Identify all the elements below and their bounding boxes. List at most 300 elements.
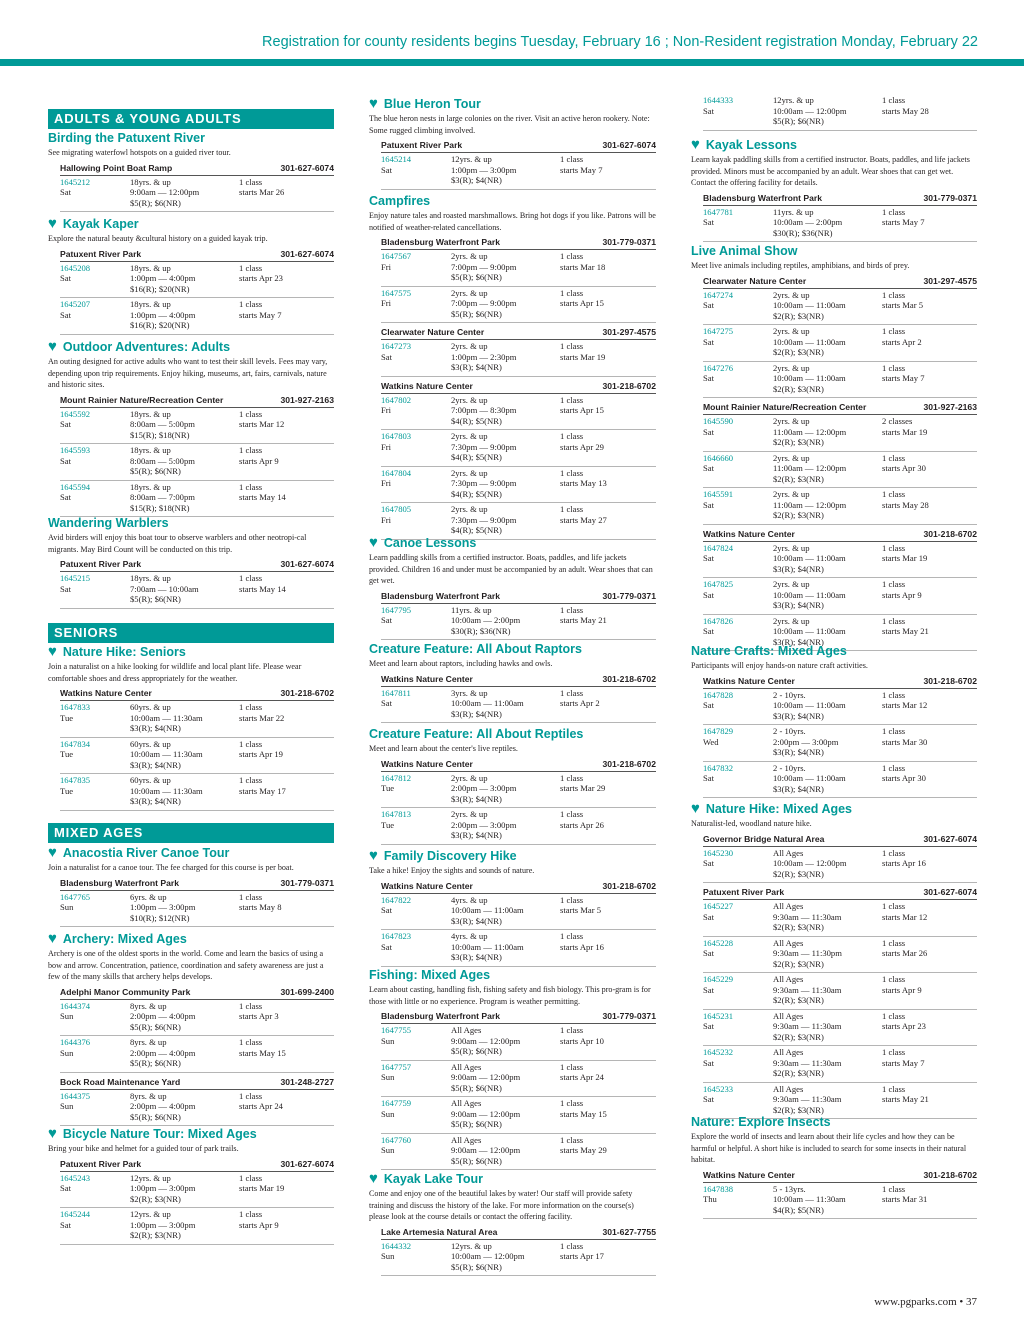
session-row (60, 262, 334, 299)
session-details (451, 504, 560, 536)
location-header (60, 559, 334, 572)
program-description: Meet and learn about raptors, including hawks and owls. (369, 659, 553, 668)
course-code[interactable]: 1645593 (60, 445, 91, 455)
program-title[interactable] (48, 131, 334, 146)
session-start: starts Mar 12 (239, 419, 285, 429)
program-block (48, 1126, 334, 1245)
session-details (773, 901, 882, 933)
course-code[interactable]: 1647755 (381, 1025, 412, 1035)
session-classes: 1 class (560, 894, 584, 905)
course-code[interactable]: 1645228 (703, 937, 734, 948)
session-schedule (560, 1241, 656, 1273)
session-row (703, 488, 977, 525)
session-fee: $5(R); $6(NR) (451, 308, 502, 319)
session-row (703, 289, 977, 326)
course-code[interactable]: 1647575 (381, 287, 412, 298)
location-name: Bladensburg Waterfront Park (703, 192, 823, 203)
course-code[interactable]: 1644333 (703, 95, 734, 105)
program-title[interactable] (48, 1126, 334, 1142)
program-title[interactable] (48, 931, 334, 947)
course-code[interactable]: 1645212 (60, 176, 91, 187)
program-title[interactable] (369, 535, 656, 551)
session-classes: 2 classes (882, 416, 913, 426)
session-schedule (560, 251, 656, 283)
session-age: 2yrs. & up (773, 489, 810, 499)
program-block (369, 535, 656, 640)
session-start: starts May 13 (560, 478, 607, 488)
session-fee: $2(R); $3(NR) (773, 995, 824, 1005)
session-schedule (882, 363, 977, 395)
program-title[interactable] (369, 848, 656, 864)
session-day: Sat (703, 499, 714, 510)
session-start: starts Apr 2 (560, 698, 600, 708)
program-block (48, 845, 334, 927)
session-details (130, 775, 239, 807)
program-title-text: Nature Crafts: Mixed Ages (691, 644, 847, 658)
session-time: 9:00am — 12:00pm (451, 1072, 521, 1082)
header-rule (0, 59, 1024, 66)
session-row (381, 153, 656, 190)
session-row (60, 738, 334, 775)
course-code[interactable]: 1645591 (703, 489, 734, 499)
course-code[interactable]: 1647802 (381, 394, 412, 405)
session-schedule (560, 1025, 656, 1057)
session-details (130, 482, 239, 514)
course-code[interactable]: 1645215 (60, 573, 91, 583)
course-code[interactable]: 1647805 (381, 504, 412, 514)
session-fee: $3(R); $4(NR) (451, 793, 502, 804)
program-title[interactable] (369, 96, 656, 112)
program-title[interactable] (48, 516, 334, 531)
session-fee: $2(R); $3(NR) (773, 437, 824, 447)
session-fee: $3(R); $4(NR) (451, 952, 502, 962)
program-description: Enjoy nature tales and roasted marshmallows. Bring hot dogs if you like. Patrons will be notified of weather-related cancellations. (369, 211, 656, 232)
session-schedule (560, 288, 656, 320)
session-details (773, 579, 882, 611)
session-row (703, 937, 977, 974)
session-code-day (703, 453, 773, 485)
location-header (703, 676, 977, 689)
course-code[interactable]: 1647811 (381, 687, 411, 698)
session-day: Fri (381, 261, 392, 272)
session-row (381, 1024, 656, 1061)
course-code[interactable]: 1647759 (381, 1098, 412, 1108)
session-day: Sun (60, 1101, 74, 1111)
program-title-text: Family Discovery Hike (383, 849, 517, 863)
course-code[interactable]: 1647273 (381, 341, 412, 351)
course-code[interactable]: 1647760 (381, 1134, 412, 1145)
course-code[interactable]: 1645207 (60, 299, 91, 309)
session-details (773, 1084, 882, 1116)
course-code[interactable]: 1644374 (60, 1000, 91, 1011)
session-fee: $2(R); $3(NR) (773, 347, 824, 357)
session-row (60, 891, 334, 928)
session-details (773, 938, 882, 970)
session-fee: $10(R); $12(NR) (130, 912, 190, 923)
session-classes: 1 class (882, 689, 906, 700)
program-title[interactable] (691, 244, 977, 259)
program-title[interactable] (369, 1171, 656, 1187)
course-code[interactable]: 1647826 (703, 615, 734, 626)
location-phone: 301-927-2163 (923, 402, 977, 412)
session-code-day (381, 605, 451, 637)
session-start: starts May 7 (239, 309, 282, 320)
session-age: 2yrs. & up (773, 362, 810, 373)
registration-notice: Registration for county residents begins Tuesday, February 16 ; Non-Resident registration Monday, February 22 (262, 34, 978, 50)
session-day: Sat (381, 615, 392, 625)
session-classes: 1 class (882, 95, 906, 105)
course-code[interactable]: 1647829 (703, 726, 734, 736)
session-row (703, 362, 977, 399)
location-phone: 301-218-6702 (602, 380, 656, 391)
session-start: starts May 14 (239, 583, 286, 594)
session-fee: $3(R); $4(NR) (773, 563, 824, 574)
location-header (703, 402, 977, 415)
program-description: Naturalist-led, woodland nature hike. (691, 819, 812, 828)
program-title-text: Live Animal Show (691, 244, 798, 258)
location-header (381, 1011, 656, 1024)
course-code[interactable]: 1647274 (703, 289, 734, 300)
location-phone: 301-218-6702 (602, 673, 656, 684)
location-header (60, 163, 334, 176)
location-phone: 301-627-6074 (280, 162, 334, 173)
location-name: Watkins Nature Center (381, 673, 473, 684)
course-code[interactable]: 1647838 (703, 1183, 734, 1194)
program-title-text: Nature Hike: Mixed Ages (705, 802, 853, 816)
session-day: Sat (60, 492, 71, 502)
course-code[interactable]: 1647804 (381, 467, 412, 478)
session-classes: 1 class (239, 408, 263, 419)
course-code[interactable]: 1645231 (703, 1010, 734, 1021)
session-start: starts Apr 15 (560, 298, 604, 308)
session-age: All Ages (773, 901, 804, 911)
session-row (60, 1000, 334, 1037)
course-code[interactable]: 1647765 (60, 891, 91, 902)
course-code[interactable]: 1647812 (381, 772, 412, 783)
session-details (773, 690, 882, 722)
session-code-day (703, 726, 773, 758)
session-start: starts Apr 16 (882, 858, 926, 868)
program-title[interactable] (369, 194, 656, 209)
footer-page-number: • 37 (959, 1296, 977, 1308)
session-details (773, 616, 882, 648)
course-code[interactable]: 1645594 (60, 481, 91, 492)
session-time: 10:00am — 12:00pm (451, 1251, 525, 1261)
session-code-day (60, 482, 130, 514)
session-start: starts Mar 19 (239, 1183, 285, 1193)
program-title[interactable] (369, 642, 656, 657)
session-details (773, 543, 882, 575)
session-fee: $5(R); $6(NR) (130, 466, 181, 476)
session-classes: 1 class (882, 206, 906, 217)
session-classes: 1 class (560, 687, 584, 698)
session-day: Sat (703, 463, 714, 473)
course-code[interactable]: 1645233 (703, 1083, 734, 1094)
course-code[interactable]: 1645243 (60, 1172, 91, 1183)
session-age: All Ages (773, 937, 804, 948)
program-title[interactable] (48, 644, 334, 660)
session-day: Sat (381, 941, 392, 952)
session-code-day (60, 299, 130, 331)
session-fee: $3(R); $4(NR) (451, 708, 502, 719)
session-code-day (60, 1173, 130, 1205)
session-details (773, 1047, 882, 1079)
session-details (773, 763, 882, 795)
course-code[interactable]: 1644375 (60, 1090, 91, 1101)
session-code-day (381, 931, 451, 963)
session-code-day (381, 395, 451, 427)
session-details (773, 1184, 882, 1216)
session-day: Sun (381, 1072, 395, 1082)
session-time: 11:00am — 12:00pm (773, 426, 847, 437)
session-details (130, 409, 239, 441)
location-phone: 301-627-7755 (602, 1226, 656, 1237)
session-schedule (239, 702, 334, 734)
session-code-day (381, 251, 451, 283)
session-code-day (381, 773, 451, 805)
session-start: starts Mar 5 (882, 300, 924, 310)
session-schedule (882, 95, 977, 127)
session-classes: 1 class (882, 1010, 906, 1021)
heart-icon: ♥ (369, 534, 378, 551)
session-schedule (239, 573, 334, 605)
session-day: Sat (703, 948, 714, 958)
session-day: Sun (60, 1011, 74, 1021)
program-title-text: Birding the Patuxent River (48, 131, 205, 145)
course-code[interactable]: 1645590 (703, 416, 734, 426)
session-details (130, 1037, 239, 1069)
course-code[interactable]: 1645230 (703, 847, 734, 858)
session-details (451, 1098, 560, 1130)
program-title[interactable] (691, 644, 977, 659)
location-name: Bladensburg Waterfront Park (381, 237, 501, 247)
session-fee: $2(R); $3(NR) (773, 310, 824, 321)
session-schedule (882, 326, 977, 358)
course-code[interactable]: 1647757 (381, 1061, 412, 1072)
session-details (451, 468, 560, 500)
session-schedule (560, 431, 656, 463)
session-schedule (239, 299, 334, 331)
session-code-day (381, 1062, 451, 1094)
course-code[interactable]: 1647832 (703, 762, 734, 773)
course-code[interactable]: 1645227 (703, 901, 734, 911)
course-code[interactable]: 1645229 (703, 974, 734, 984)
program-description: Bring your bike and helmet for a guided tour of park trails. (48, 1144, 239, 1153)
session-day: Tue (381, 783, 395, 793)
program-title[interactable] (691, 1115, 977, 1130)
course-code[interactable]: 1645244 (60, 1209, 91, 1219)
session-code-day (60, 739, 130, 771)
session-code-day (60, 409, 130, 441)
session-classes: 1 class (239, 891, 263, 902)
session-time: 2:00pm — 3:00pm (451, 819, 517, 830)
session-classes: 1 class (560, 251, 584, 261)
course-code[interactable]: 1645208 (60, 262, 91, 273)
session-classes: 1 class (882, 542, 906, 553)
session-schedule (882, 901, 977, 933)
session-classes: 1 class (239, 1090, 263, 1101)
session-fee: $4(R); $5(NR) (451, 415, 502, 426)
session-schedule (239, 775, 334, 807)
session-age: 2yrs. & up (773, 416, 810, 426)
session-age: 2yrs. & up (451, 504, 488, 514)
session-fee: $2(R); $3(NR) (773, 473, 824, 484)
session-fee: $5(R); $6(NR) (130, 1111, 181, 1122)
session-day: Sun (381, 1108, 395, 1119)
session-row (703, 578, 977, 615)
program-title-text: Blue Heron Tour (383, 97, 481, 111)
session-start: starts Apr 16 (560, 941, 604, 952)
session-fee: $2(R); $3(NR) (130, 1230, 181, 1240)
session-day: Sat (703, 300, 714, 310)
session-day: Sat (381, 905, 392, 915)
course-code[interactable]: 1646660 (703, 452, 734, 463)
course-code[interactable]: 1647825 (703, 579, 734, 589)
program-title-text: Campfires (369, 194, 431, 208)
session-classes: 1 class (882, 615, 906, 626)
program-title-text: Nature Hike: Seniors (62, 645, 186, 659)
program-title[interactable] (369, 968, 656, 983)
session-day: Sun (381, 1035, 395, 1046)
session-time: 9:30am — 11:30am (773, 911, 842, 922)
course-code[interactable]: 1647833 (60, 702, 91, 712)
program-title[interactable] (691, 137, 977, 153)
program-title[interactable] (48, 216, 334, 232)
session-age: 2yrs. & up (451, 394, 488, 405)
location-header (381, 140, 656, 153)
program-title[interactable] (369, 727, 656, 742)
session-code-day (703, 1084, 773, 1116)
session-classes: 1 class (882, 937, 906, 948)
session-fee: $4(R); $5(NR) (451, 488, 502, 499)
session-schedule (882, 1047, 977, 1079)
location-name: Bladensburg Waterfront Park (60, 877, 180, 888)
location-header (381, 759, 656, 772)
session-age: 8yrs. & up (130, 1000, 167, 1011)
location-phone: 301-779-0371 (602, 1011, 656, 1021)
course-code[interactable]: 1647824 (703, 542, 734, 553)
session-time: 7:00pm — 9:00pm (451, 261, 517, 272)
session-schedule (560, 809, 656, 841)
course-code[interactable]: 1644376 (60, 1037, 91, 1047)
session-fee: $2(R); $3(NR) (773, 510, 824, 520)
session-start: starts Apr 17 (560, 1251, 604, 1261)
course-code[interactable]: 1645592 (60, 408, 91, 419)
session-details (451, 341, 560, 373)
program-title[interactable] (48, 845, 334, 861)
session-age: All Ages (451, 1098, 482, 1108)
course-code[interactable]: 1647567 (381, 251, 412, 261)
course-code[interactable]: 1647835 (60, 775, 91, 785)
session-day: Sat (703, 911, 714, 922)
session-start: starts Mar 22 (239, 712, 285, 723)
course-code[interactable]: 1645214 (381, 154, 412, 164)
program-block (691, 94, 977, 131)
session-row (703, 973, 977, 1010)
session-schedule (239, 409, 334, 441)
session-fee: $3(R); $4(NR) (773, 636, 824, 647)
session-row (703, 689, 977, 726)
location-name: Bladensburg Waterfront Park (381, 1011, 501, 1021)
course-code[interactable]: 1647813 (381, 809, 412, 819)
session-time: 8:00am — 7:00pm (130, 492, 195, 502)
session-classes: 1 class (560, 1098, 584, 1108)
location-phone: 301-218-6702 (602, 880, 656, 891)
heart-icon: ♥ (369, 1170, 378, 1187)
course-code[interactable]: 1647828 (703, 689, 734, 700)
session-start: starts Apr 10 (560, 1035, 604, 1046)
location-header (381, 381, 656, 394)
course-code[interactable]: 1647781 (703, 206, 734, 217)
location-phone: 301-779-0371 (602, 237, 656, 247)
session-row (703, 847, 977, 884)
course-code[interactable]: 1647803 (381, 431, 412, 441)
program-description: Explore the world of insects and learn about their life cycles and how they can be harmful or helpful. A short hike is included to search for some insects in their natural habitat. (691, 1132, 967, 1164)
course-code[interactable]: 1647823 (381, 931, 412, 941)
session-fee: $3(R); $4(NR) (773, 710, 824, 721)
course-code[interactable]: 1647834 (60, 738, 91, 749)
location-name: Mount Rainier Nature/Recreation Center (703, 402, 867, 412)
session-details (773, 363, 882, 395)
session-code-day (703, 207, 773, 239)
session-row (703, 725, 977, 762)
session-time: 9:30am — 11:30pm (773, 948, 842, 958)
session-code-day (703, 938, 773, 970)
course-code[interactable]: 1645232 (703, 1047, 734, 1057)
course-code[interactable]: 1647822 (381, 894, 412, 905)
session-code-day (381, 288, 451, 320)
course-code[interactable]: 1644332 (381, 1240, 412, 1251)
session-start: starts Mar 19 (560, 351, 606, 362)
program-title-text: Anacostia River Canoe Tour (62, 846, 230, 860)
location-phone: 301-779-0371 (602, 590, 656, 601)
session-time: 9:30am — 11:30am (773, 1094, 842, 1104)
session-age: 18yrs. & up (130, 481, 171, 492)
location-name: Watkins Nature Center (60, 688, 152, 698)
heart-icon: ♥ (48, 844, 57, 861)
session-classes: 1 class (882, 326, 906, 336)
session-classes: 1 class (560, 1240, 584, 1251)
session-details (130, 1209, 239, 1241)
session-age: 2 - 10yrs. (773, 762, 806, 773)
session-time: 10:00am — 2:00pm (773, 217, 843, 227)
location-name: Watkins Nature Center (703, 675, 795, 686)
footer-url[interactable]: www.pgparks.com (874, 1296, 957, 1308)
session-time: 9:00am — 12:00pm (130, 187, 200, 197)
session-row (703, 1083, 977, 1120)
session-schedule (239, 1037, 334, 1069)
course-code[interactable]: 1647276 (703, 362, 734, 373)
session-row (381, 250, 656, 287)
course-code[interactable]: 1647275 (703, 326, 734, 336)
session-age: 11yrs. & up (451, 604, 492, 615)
session-start: starts Mar 19 (882, 426, 928, 437)
session-time: 10:00am — 2:00pm (451, 615, 521, 625)
session-start: starts Mar 5 (560, 905, 602, 915)
location-name: Governor Bridge Natural Area (703, 833, 825, 844)
location-header (60, 1159, 334, 1172)
session-age: 2 - 10yrs. (773, 689, 806, 700)
session-schedule (560, 1062, 656, 1094)
program-title[interactable] (48, 339, 334, 355)
session-classes: 1 class (560, 341, 584, 351)
session-row (381, 1061, 656, 1098)
session-classes: 1 class (882, 1047, 906, 1057)
program-title[interactable] (691, 801, 977, 817)
session-start: starts May 21 (882, 1094, 929, 1104)
location-name: Watkins Nature Center (381, 880, 473, 891)
course-code[interactable]: 1647795 (381, 604, 412, 615)
